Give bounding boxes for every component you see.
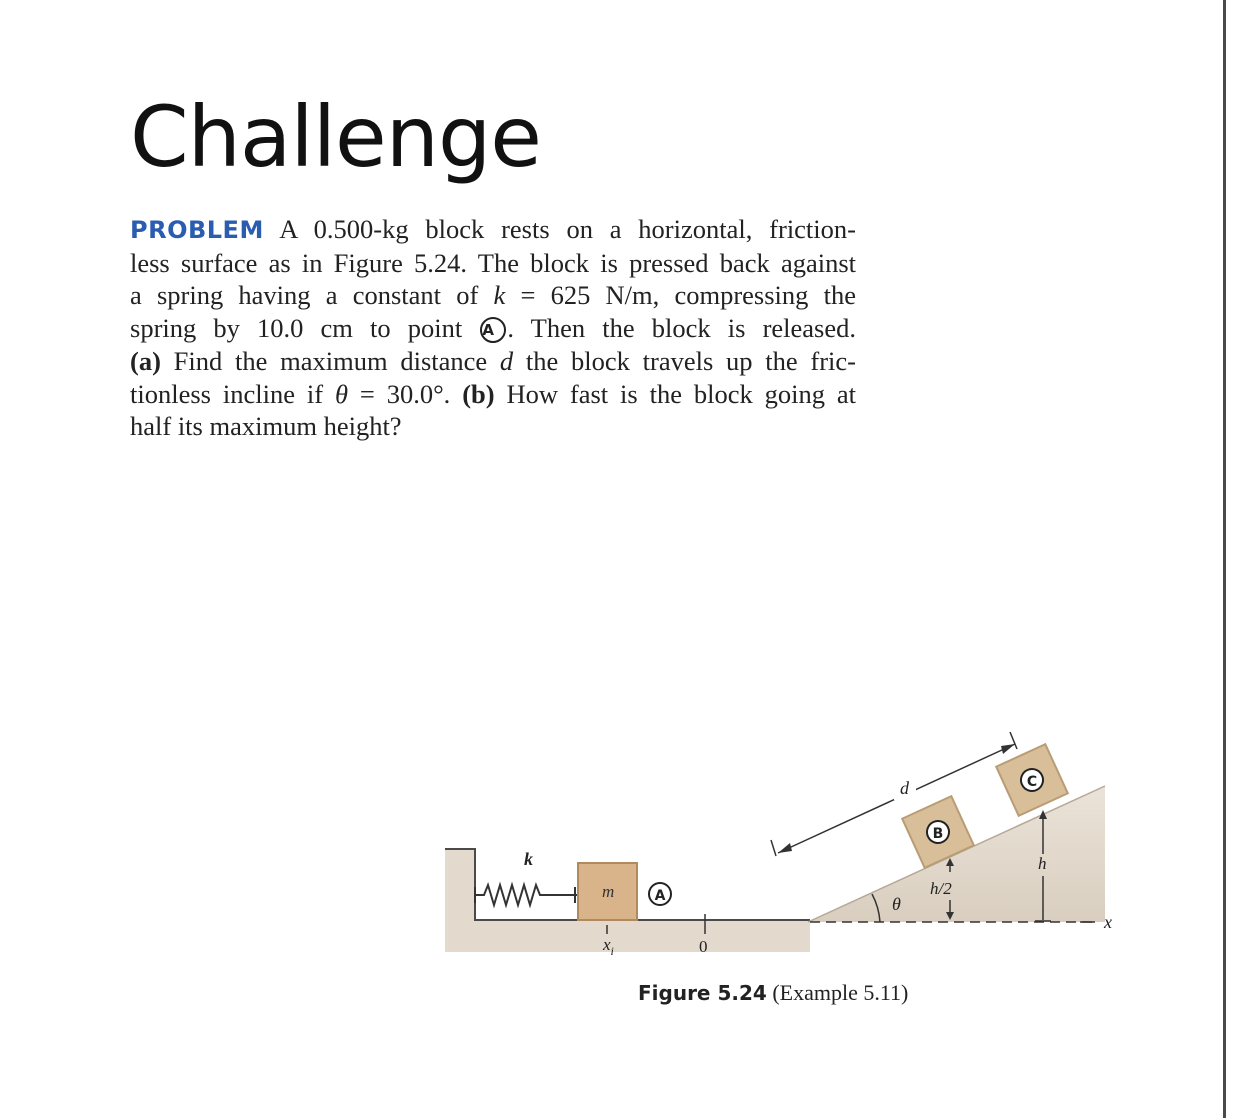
label-k: k: [524, 849, 533, 869]
label-d: d: [900, 778, 909, 798]
page-title: Challenge: [130, 88, 541, 186]
problem-line-3: a spring having a constant of k = 625 N/m, compressing the: [130, 280, 856, 311]
problem-line-2: less surface as in Figure 5.24. The block is pressed back against: [130, 247, 856, 278]
d-end-tick-left: [771, 840, 776, 856]
page-right-border: [1223, 0, 1226, 1118]
spring: [475, 885, 548, 905]
problem-line-4: spring by 10.0 cm to point A . Then the block is released.: [130, 313, 856, 344]
label-m: m: [602, 882, 615, 901]
d-arrow-right: [1001, 744, 1015, 754]
block-c: [996, 744, 1068, 816]
label-theta: θ: [892, 894, 901, 914]
problem-text: [130, 213, 856, 443]
point-a-symbol: A: [480, 317, 506, 343]
problem-line-6: tionless incline if θ = 30.0°. (b) How fast is the block going at: [130, 378, 857, 409]
label-zero: 0: [699, 937, 708, 956]
d-arrow-left: [778, 843, 792, 853]
label-h: h: [1038, 854, 1047, 873]
point-c-label: C: [1026, 774, 1038, 790]
figure-caption: [638, 980, 908, 1006]
problem-line-5: (a) Find the maximum distance d the block travels up the fric-: [130, 345, 856, 376]
label-x: x: [1104, 912, 1112, 932]
problem-line-7: half its maximum height?: [130, 411, 402, 442]
problem-label: PROBLEM: [130, 216, 264, 244]
caption-label: Figure 5.24: [638, 981, 767, 1005]
figure-diagram: [440, 722, 1140, 972]
label-xi: $x_i$: [603, 935, 614, 958]
caption-text: (Example 5.11): [772, 980, 909, 1005]
point-a-label: A: [654, 888, 666, 904]
label-h-half: h/2: [930, 879, 952, 898]
point-b-label: B: [932, 826, 944, 842]
problem-line-1: PROBLEM A 0.500-kg block rests on a horizontal, friction-: [130, 214, 856, 244]
figure-5-24: [440, 722, 1140, 972]
